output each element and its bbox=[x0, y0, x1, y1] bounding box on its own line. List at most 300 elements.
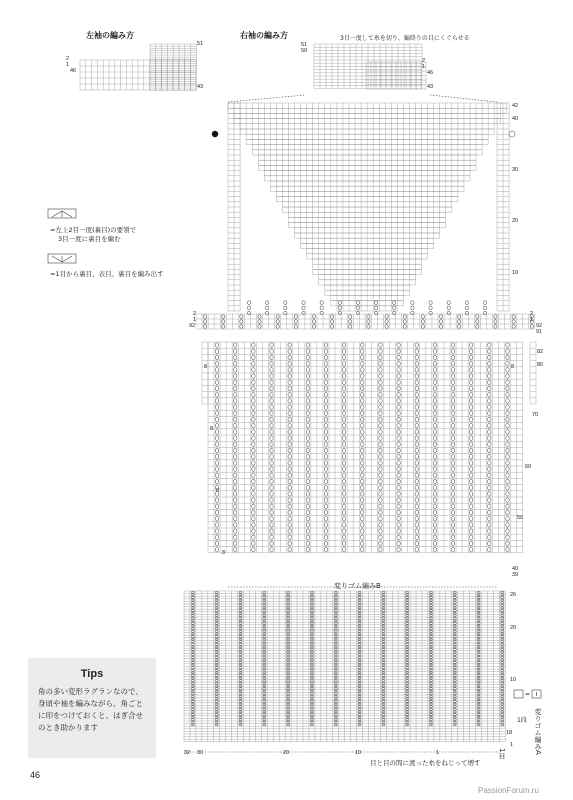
knit-oval bbox=[453, 721, 456, 723]
knit-oval bbox=[288, 541, 291, 545]
yoke-row bbox=[252, 145, 482, 150]
knit-oval bbox=[270, 492, 273, 496]
knit-oval bbox=[342, 399, 345, 403]
knit-oval bbox=[379, 374, 382, 378]
knit-oval bbox=[453, 664, 456, 666]
knit-oval bbox=[415, 355, 418, 359]
knit-oval bbox=[405, 615, 408, 617]
knit-oval bbox=[451, 355, 454, 359]
knit-oval bbox=[334, 669, 337, 671]
knit-oval bbox=[215, 708, 218, 710]
knit-oval bbox=[405, 659, 408, 661]
knit-oval bbox=[361, 417, 364, 421]
knit-oval bbox=[405, 604, 408, 606]
knit-oval bbox=[324, 430, 327, 434]
row-number: 50 bbox=[301, 48, 308, 54]
knit-oval bbox=[382, 623, 385, 625]
yoke-row-lines bbox=[289, 217, 446, 222]
knit-oval bbox=[215, 541, 218, 545]
rib-grid bbox=[184, 591, 505, 742]
knit-oval bbox=[263, 649, 266, 651]
knit-oval bbox=[429, 599, 432, 601]
knit-oval bbox=[334, 643, 337, 645]
knit-oval bbox=[405, 667, 408, 669]
knit-oval bbox=[397, 374, 400, 378]
knit-oval bbox=[405, 680, 408, 682]
knit-oval bbox=[453, 677, 456, 679]
yoke-row-lines bbox=[252, 150, 482, 155]
knit-oval bbox=[234, 448, 237, 452]
knit-oval bbox=[429, 604, 432, 606]
knit-oval bbox=[501, 628, 504, 630]
knit-oval bbox=[429, 646, 432, 648]
knit-oval bbox=[477, 662, 480, 664]
knit-oval bbox=[451, 411, 454, 415]
row-number: 20 bbox=[512, 218, 519, 224]
knit-oval bbox=[415, 368, 418, 372]
knit-oval bbox=[286, 620, 289, 622]
knit-oval bbox=[477, 656, 480, 658]
knit-oval bbox=[286, 636, 289, 638]
knit-oval bbox=[358, 659, 361, 661]
body-step-left-lines bbox=[202, 342, 208, 404]
knit-oval bbox=[397, 541, 400, 545]
knit-oval bbox=[379, 535, 382, 539]
knit-oval bbox=[397, 504, 400, 508]
knit-oval bbox=[530, 325, 533, 329]
knit-oval bbox=[488, 529, 491, 533]
knit-oval bbox=[215, 628, 218, 630]
knit-oval bbox=[382, 641, 385, 643]
knit-oval bbox=[239, 703, 242, 705]
knit-oval bbox=[334, 716, 337, 718]
knit-oval bbox=[270, 343, 273, 347]
knit-oval bbox=[334, 659, 337, 661]
knit-oval bbox=[405, 690, 408, 692]
yoke-row-lines bbox=[264, 171, 470, 176]
knit-oval bbox=[306, 392, 309, 396]
knit-oval bbox=[488, 386, 491, 390]
knit-oval bbox=[330, 315, 333, 319]
knit-oval bbox=[334, 667, 337, 669]
knit-oval bbox=[258, 315, 261, 319]
knit-oval bbox=[252, 361, 255, 365]
knit-oval bbox=[286, 711, 289, 713]
knit-oval bbox=[234, 374, 237, 378]
knit-oval bbox=[234, 423, 237, 427]
knit-oval bbox=[252, 510, 255, 514]
knit-oval bbox=[334, 693, 337, 695]
knit-oval bbox=[469, 399, 472, 403]
knit-oval bbox=[476, 315, 479, 319]
knit-oval bbox=[306, 368, 309, 372]
knit-oval bbox=[477, 672, 480, 674]
knit-oval bbox=[367, 325, 370, 329]
knit-oval bbox=[405, 607, 408, 609]
body-step-right bbox=[530, 342, 536, 404]
knit-oval bbox=[342, 349, 345, 353]
knit-oval bbox=[379, 547, 382, 551]
knit-oval bbox=[222, 320, 225, 324]
knit-oval bbox=[240, 315, 243, 319]
knit-oval bbox=[405, 597, 408, 599]
knit-oval bbox=[415, 510, 418, 514]
yoke-row-lines bbox=[325, 290, 410, 295]
knit-oval bbox=[405, 706, 408, 708]
knit-oval bbox=[501, 706, 504, 708]
knit-oval bbox=[215, 411, 218, 415]
knit-oval bbox=[453, 597, 456, 599]
knit-oval bbox=[501, 719, 504, 721]
knit-oval bbox=[429, 625, 432, 627]
knit-oval bbox=[215, 688, 218, 690]
yoke-row bbox=[258, 160, 476, 165]
knit-oval bbox=[405, 612, 408, 614]
knit-oval bbox=[397, 349, 400, 353]
knit-oval bbox=[215, 675, 218, 677]
knit-oval bbox=[324, 461, 327, 465]
knit-oval bbox=[382, 706, 385, 708]
knit-oval bbox=[429, 706, 432, 708]
knit-oval bbox=[488, 399, 491, 403]
knit-oval bbox=[453, 682, 456, 684]
knit-oval bbox=[361, 442, 364, 446]
yoke-row bbox=[337, 306, 398, 311]
knit-oval bbox=[415, 448, 418, 452]
knit-oval bbox=[453, 620, 456, 622]
knit-oval bbox=[477, 602, 480, 604]
knit-oval bbox=[501, 602, 504, 604]
knit-oval bbox=[263, 703, 266, 705]
knit-oval bbox=[215, 667, 218, 669]
knit-oval bbox=[334, 662, 337, 664]
knit-oval bbox=[379, 442, 382, 446]
knit-oval bbox=[215, 677, 218, 679]
yoke-row-lines bbox=[307, 249, 428, 254]
knit-oval bbox=[215, 659, 218, 661]
knit-oval bbox=[310, 599, 313, 601]
knit-oval bbox=[477, 701, 480, 703]
knit-oval bbox=[252, 516, 255, 520]
yoke-row bbox=[264, 176, 470, 181]
knit-oval bbox=[469, 473, 472, 477]
knit-oval bbox=[263, 711, 266, 713]
knit-oval bbox=[239, 669, 242, 671]
knit-oval bbox=[469, 423, 472, 427]
knit-oval bbox=[215, 430, 218, 434]
knit-oval bbox=[215, 504, 218, 508]
knit-oval bbox=[310, 664, 313, 666]
knit-oval bbox=[382, 602, 385, 604]
knit-oval bbox=[349, 325, 352, 329]
knit-oval bbox=[234, 504, 237, 508]
knit-oval bbox=[494, 315, 497, 319]
knit-oval bbox=[415, 436, 418, 440]
row-number: 51 bbox=[301, 42, 308, 48]
knit-oval bbox=[239, 662, 242, 664]
yoke-row-lines bbox=[325, 285, 410, 290]
knit-oval bbox=[263, 591, 266, 593]
knit-oval bbox=[286, 680, 289, 682]
knit-oval bbox=[263, 656, 266, 658]
knit-oval bbox=[263, 680, 266, 682]
knit-oval bbox=[288, 454, 291, 458]
knit-oval bbox=[501, 664, 504, 666]
knit-oval bbox=[477, 698, 480, 700]
knit-oval bbox=[477, 646, 480, 648]
knit-oval bbox=[306, 380, 309, 384]
knit-oval bbox=[310, 721, 313, 723]
knit-oval bbox=[397, 417, 400, 421]
knit-oval bbox=[469, 380, 472, 384]
knit-oval bbox=[415, 361, 418, 365]
knit-oval bbox=[483, 301, 486, 305]
knit-oval bbox=[477, 693, 480, 695]
watermark: PassionForum.ru bbox=[478, 786, 539, 795]
rib-a-label: 変りゴム編みA bbox=[534, 708, 542, 755]
knit-oval bbox=[453, 607, 456, 609]
row-number: 18 bbox=[506, 730, 513, 736]
knit-oval bbox=[379, 473, 382, 477]
knit-oval bbox=[477, 714, 480, 716]
knit-oval bbox=[310, 677, 313, 679]
yoke-row bbox=[319, 280, 416, 285]
knit-oval bbox=[358, 721, 361, 723]
knit-oval bbox=[263, 612, 266, 614]
knit-oval bbox=[310, 610, 313, 612]
knit-oval bbox=[405, 708, 408, 710]
knit-oval bbox=[342, 485, 345, 489]
knit-oval bbox=[361, 423, 364, 427]
knit-oval bbox=[239, 594, 242, 596]
knit-oval bbox=[358, 719, 361, 721]
knit-oval bbox=[263, 677, 266, 679]
knit-oval bbox=[342, 498, 345, 502]
knit-oval bbox=[429, 591, 432, 593]
knit-oval bbox=[379, 510, 382, 514]
knit-oval bbox=[239, 651, 242, 653]
knit-oval bbox=[382, 604, 385, 606]
knit-oval bbox=[288, 461, 291, 465]
knit-oval bbox=[451, 417, 454, 421]
knit-oval bbox=[215, 423, 218, 427]
knit-oval bbox=[270, 361, 273, 365]
knit-oval bbox=[429, 641, 432, 643]
knit-oval bbox=[453, 612, 456, 614]
knit-oval bbox=[215, 510, 218, 514]
knit-oval bbox=[263, 625, 266, 627]
knit-oval bbox=[429, 623, 432, 625]
knit-oval bbox=[501, 708, 504, 710]
knit-oval bbox=[358, 594, 361, 596]
knit-oval bbox=[512, 320, 515, 324]
knit-oval bbox=[477, 651, 480, 653]
knit-oval bbox=[501, 667, 504, 669]
knit-oval bbox=[379, 411, 382, 415]
knit-oval bbox=[506, 504, 509, 508]
knit-oval bbox=[263, 714, 266, 716]
body-grid-lines bbox=[208, 342, 523, 553]
knit-oval bbox=[270, 479, 273, 483]
knit-oval bbox=[286, 651, 289, 653]
knit-oval bbox=[358, 708, 361, 710]
knit-oval bbox=[358, 667, 361, 669]
knit-oval bbox=[415, 492, 418, 496]
top-note: 3目一度して糸を切り、編終りの目にくぐらせる bbox=[340, 35, 470, 42]
knit-oval bbox=[215, 646, 218, 648]
knit-oval bbox=[342, 374, 345, 378]
knit-oval bbox=[477, 721, 480, 723]
knit-oval bbox=[239, 654, 242, 656]
knit-oval bbox=[429, 306, 432, 310]
knit-oval bbox=[239, 656, 242, 658]
knit-oval bbox=[334, 701, 337, 703]
knit-oval bbox=[240, 320, 243, 324]
knit-oval bbox=[433, 355, 436, 359]
knit-oval bbox=[379, 361, 382, 365]
yoke-row-lines bbox=[270, 181, 464, 186]
knit-oval bbox=[252, 498, 255, 502]
knit-oval bbox=[312, 315, 315, 319]
knit-oval bbox=[215, 714, 218, 716]
knit-oval bbox=[288, 374, 291, 378]
knit-oval bbox=[310, 701, 313, 703]
knit-oval bbox=[477, 594, 480, 596]
knit-oval bbox=[334, 719, 337, 721]
knit-oval bbox=[451, 349, 454, 353]
knit-oval bbox=[506, 355, 509, 359]
knit-oval bbox=[405, 625, 408, 627]
knit-oval bbox=[358, 623, 361, 625]
knit-oval bbox=[488, 423, 491, 427]
stitch-col-number: 20 bbox=[283, 750, 290, 756]
knit-oval bbox=[501, 724, 504, 726]
knit-oval bbox=[405, 721, 408, 723]
knit-oval bbox=[324, 399, 327, 403]
knit-oval bbox=[506, 430, 509, 434]
knit-oval bbox=[191, 604, 194, 606]
knit-oval bbox=[433, 473, 436, 477]
knit-oval bbox=[215, 498, 218, 502]
knit-oval bbox=[215, 680, 218, 682]
knit-oval bbox=[361, 485, 364, 489]
knit-oval bbox=[215, 701, 218, 703]
knit-oval bbox=[439, 325, 442, 329]
knit-oval bbox=[501, 654, 504, 656]
knit-oval bbox=[433, 386, 436, 390]
knit-oval bbox=[451, 448, 454, 452]
knit-oval bbox=[477, 682, 480, 684]
knit-oval bbox=[252, 417, 255, 421]
knit-oval bbox=[286, 716, 289, 718]
knit-oval bbox=[358, 677, 361, 679]
yoke-row-lines bbox=[307, 254, 428, 259]
knit-oval bbox=[215, 604, 218, 606]
knit-oval bbox=[320, 306, 323, 310]
body-step-right-lines bbox=[530, 342, 536, 404]
knit-oval bbox=[382, 724, 385, 726]
knit-oval bbox=[361, 498, 364, 502]
knit-oval bbox=[382, 599, 385, 601]
knit-oval bbox=[477, 607, 480, 609]
knit-oval bbox=[433, 454, 436, 458]
knit-oval bbox=[191, 620, 194, 622]
knit-oval bbox=[270, 454, 273, 458]
knit-oval bbox=[429, 714, 432, 716]
knit-oval bbox=[215, 641, 218, 643]
knit-oval bbox=[284, 301, 287, 305]
knit-oval bbox=[234, 361, 237, 365]
yoke-row-lines bbox=[295, 233, 440, 238]
knit-oval bbox=[488, 461, 491, 465]
knit-oval bbox=[324, 411, 327, 415]
knit-oval bbox=[429, 664, 432, 666]
knit-oval bbox=[382, 612, 385, 614]
knit-oval bbox=[453, 646, 456, 648]
knit-oval bbox=[310, 698, 313, 700]
row-number: 40 bbox=[512, 566, 519, 572]
knit-oval bbox=[306, 417, 309, 421]
knit-oval bbox=[191, 633, 194, 635]
knit-oval bbox=[433, 523, 436, 527]
knit-oval bbox=[488, 417, 491, 421]
knit-oval bbox=[286, 662, 289, 664]
knit-oval bbox=[361, 368, 364, 372]
knit-oval bbox=[270, 368, 273, 372]
knit-oval bbox=[286, 594, 289, 596]
knit-oval bbox=[501, 649, 504, 651]
knit-oval bbox=[506, 454, 509, 458]
knit-oval bbox=[385, 325, 388, 329]
knit-oval bbox=[288, 355, 291, 359]
knit-oval bbox=[501, 623, 504, 625]
yoke-row bbox=[307, 249, 428, 254]
knit-oval bbox=[382, 711, 385, 713]
knit-oval bbox=[361, 380, 364, 384]
knit-oval bbox=[234, 405, 237, 409]
knit-oval bbox=[429, 630, 432, 632]
knit-oval bbox=[334, 721, 337, 723]
knit-oval bbox=[429, 620, 432, 622]
knit-oval bbox=[429, 690, 432, 692]
knit-oval bbox=[215, 617, 218, 619]
knit-oval bbox=[324, 392, 327, 396]
knit-oval bbox=[310, 662, 313, 664]
knit-oval bbox=[469, 374, 472, 378]
filled-dot-marker bbox=[212, 131, 218, 137]
yoke-row bbox=[282, 202, 451, 207]
knit-oval bbox=[501, 604, 504, 606]
knit-oval bbox=[310, 708, 313, 710]
knit-oval bbox=[433, 436, 436, 440]
knit-oval bbox=[397, 442, 400, 446]
knit-oval bbox=[334, 615, 337, 617]
knit-oval bbox=[234, 343, 237, 347]
knit-oval bbox=[506, 423, 509, 427]
knit-oval bbox=[334, 651, 337, 653]
knit-oval bbox=[239, 714, 242, 716]
knit-oval bbox=[334, 610, 337, 612]
knit-oval bbox=[477, 636, 480, 638]
yoke-right-edge-lines bbox=[497, 103, 509, 311]
knit-oval bbox=[382, 659, 385, 661]
knit-oval bbox=[239, 602, 242, 604]
knit-oval bbox=[469, 523, 472, 527]
knit-oval bbox=[252, 442, 255, 446]
knit-oval bbox=[342, 436, 345, 440]
knit-oval bbox=[288, 368, 291, 372]
knit-oval bbox=[324, 380, 327, 384]
